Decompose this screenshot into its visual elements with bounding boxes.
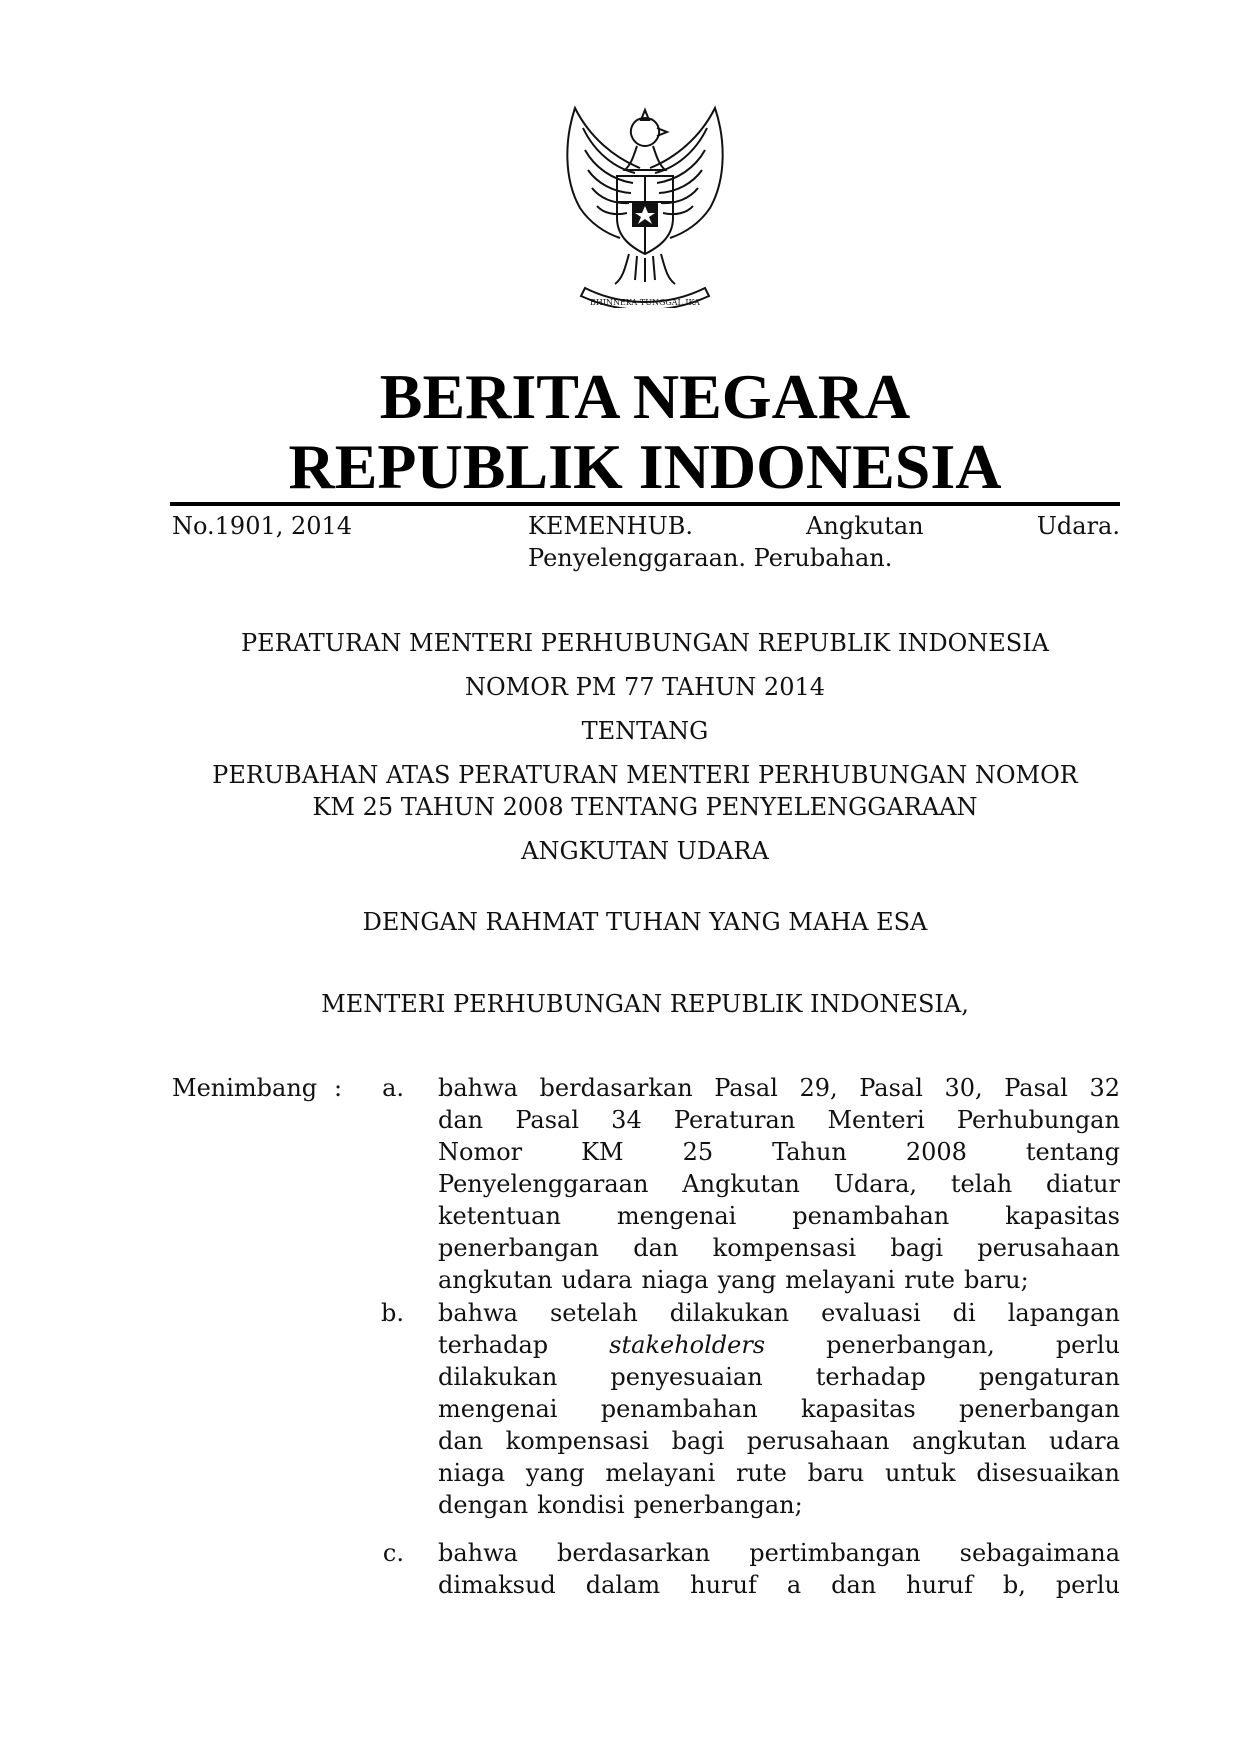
para-word: kapasitas xyxy=(800,1395,916,1423)
regulation-title-line-1: PERUBAHAN ATAS PERATURAN MENTERI PERHUBUNGAN NOMOR xyxy=(212,761,1078,789)
menimbang-item-c xyxy=(438,1537,1120,1601)
para-word: bahwa xyxy=(438,1539,518,1567)
para-word: terhadap xyxy=(815,1363,926,1391)
masthead-line-1: BERITA NEGARA xyxy=(379,361,911,432)
para-line xyxy=(438,1264,1120,1296)
para-word: Pasal xyxy=(859,1074,923,1102)
para-word: 34 xyxy=(611,1106,642,1134)
para-word: Angkutan xyxy=(682,1170,800,1198)
para-word: kompensasi xyxy=(505,1427,650,1455)
garuda-pancasila-emblem-icon xyxy=(545,98,745,308)
para-word: penambahan xyxy=(792,1202,950,1230)
para-word: rute xyxy=(904,1266,956,1294)
para-word: dengan xyxy=(438,1491,529,1519)
para-word: di xyxy=(952,1299,976,1327)
para-word: Udara, xyxy=(833,1170,918,1198)
blessing-line: DENGAN RAHMAT TUHAN YANG MAHA ESA xyxy=(362,908,928,936)
para-word: 2008 xyxy=(905,1138,967,1166)
para-line xyxy=(438,1393,1120,1425)
para-line xyxy=(438,1537,1120,1569)
para-word: dimaksud xyxy=(438,1571,556,1599)
para-word: dilakukan xyxy=(669,1299,790,1327)
para-word: KM xyxy=(581,1138,624,1166)
para-line xyxy=(438,1361,1120,1393)
regulation-number: NOMOR PM 77 TAHUN 2014 xyxy=(464,673,826,701)
para-word: Pasal xyxy=(714,1074,778,1102)
para-word: bagi xyxy=(671,1427,725,1455)
para-word: pengaturan xyxy=(978,1363,1120,1391)
regulation-about: TENTANG xyxy=(581,717,709,745)
para-word: dan xyxy=(831,1571,877,1599)
item-letter: c. xyxy=(382,1539,404,1567)
para-word: 32 xyxy=(1089,1074,1120,1102)
para-word: mengenai xyxy=(616,1202,737,1230)
para-word: huruf xyxy=(906,1571,973,1599)
regulation-heading: PERATURAN MENTERI PERHUBUNGAN REPUBLIK INDONESIA xyxy=(240,629,1050,657)
para-word: huruf xyxy=(690,1571,757,1599)
para-word: 30, xyxy=(944,1074,983,1102)
para-word: dilakukan xyxy=(438,1363,558,1391)
minister-line: MENTERI PERHUBUNGAN REPUBLIK INDONESIA, xyxy=(321,990,969,1018)
para-word: yang xyxy=(717,1266,777,1294)
para-word: bahwa xyxy=(438,1299,518,1327)
para-line xyxy=(438,1072,1120,1104)
para-word: penerbangan; xyxy=(633,1491,803,1519)
masthead-divider xyxy=(170,502,1120,506)
para-word: Nomor xyxy=(438,1138,523,1166)
para-word: 25 xyxy=(682,1138,714,1166)
para-word: udara xyxy=(1049,1427,1120,1455)
para-word: tentang xyxy=(1025,1138,1120,1166)
para-line xyxy=(438,1297,1120,1329)
emblem-motto: BHINNEKA TUNGGAL IKA xyxy=(590,298,700,307)
para-line xyxy=(438,1200,1120,1232)
para-word: Peraturan xyxy=(673,1106,796,1134)
gazette-subject xyxy=(528,510,1120,574)
para-word: disesuaikan xyxy=(976,1459,1120,1487)
para-word: penerbangan, xyxy=(826,1331,995,1359)
para-word: kompensasi xyxy=(712,1234,857,1262)
subject-word: KEMENHUB. xyxy=(528,512,693,540)
menimbang-colon: : xyxy=(334,1074,343,1102)
para-word: niaga xyxy=(438,1459,506,1487)
para-word: kondisi xyxy=(537,1491,625,1519)
para-word: Tahun xyxy=(772,1138,847,1166)
regulation-title-line-3: ANGKUTAN UDARA xyxy=(521,837,769,865)
menimbang-label: Menimbang xyxy=(172,1074,318,1102)
para-line xyxy=(438,1168,1120,1200)
para-word: dalam xyxy=(585,1571,661,1599)
item-letter: a. xyxy=(382,1074,404,1102)
para-line xyxy=(438,1457,1120,1489)
para-line xyxy=(438,1104,1120,1136)
para-word: 29, xyxy=(799,1074,838,1102)
para-word: penerbangan xyxy=(959,1395,1120,1423)
subject-word: Angkutan xyxy=(806,512,924,540)
para-word: niaga xyxy=(641,1266,709,1294)
para-word: diatur xyxy=(1046,1170,1120,1198)
para-line xyxy=(438,1329,1120,1361)
item-letter: b. xyxy=(381,1299,404,1327)
para-word: perusahaan xyxy=(977,1234,1120,1262)
para-word: b, xyxy=(1002,1571,1026,1599)
para-line xyxy=(438,1489,1120,1521)
subject-line-2: Penyelenggaraan. Perubahan. xyxy=(528,544,893,572)
para-word: melayani xyxy=(785,1266,896,1294)
para-word: untuk xyxy=(884,1459,956,1487)
para-word: perlu xyxy=(1055,1331,1120,1359)
para-word: baru xyxy=(807,1459,865,1487)
para-word: perusahaan xyxy=(746,1427,890,1455)
para-word: terhadap xyxy=(438,1331,549,1359)
para-line xyxy=(438,1569,1120,1601)
para-word: Perhubungan xyxy=(956,1106,1120,1134)
para-word: penambahan xyxy=(600,1395,758,1423)
para-word: ketentuan xyxy=(438,1202,561,1230)
para-word: angkutan xyxy=(438,1266,553,1294)
subject-word: Udara. xyxy=(1036,512,1120,540)
para-word: dan xyxy=(438,1427,484,1455)
para-word: setelah xyxy=(549,1299,638,1327)
para-word: perlu xyxy=(1055,1571,1120,1599)
para-word: evaluasi xyxy=(821,1299,921,1327)
para-word: sebagaimana xyxy=(959,1539,1120,1567)
para-word: melayani xyxy=(605,1459,716,1487)
para-word: baru; xyxy=(964,1266,1029,1294)
para-word: stakeholders xyxy=(609,1331,766,1359)
menimbang-item-a xyxy=(438,1072,1120,1296)
para-word: lapangan xyxy=(1007,1299,1120,1327)
para-word: penerbangan xyxy=(438,1234,599,1262)
para-word: dan xyxy=(438,1106,484,1134)
gazette-number: No.1901, 2014 xyxy=(172,512,353,540)
para-word: Penyelenggaraan xyxy=(438,1170,649,1198)
para-word: Pasal xyxy=(515,1106,579,1134)
regulation-title-line-2: KM 25 TAHUN 2008 TENTANG PENYELENGGARAAN xyxy=(312,793,978,821)
para-word: udara xyxy=(561,1266,633,1294)
para-line xyxy=(438,1425,1120,1457)
para-word: a xyxy=(786,1571,802,1599)
para-word: rute xyxy=(736,1459,787,1487)
para-word: penyesuaian xyxy=(610,1363,763,1391)
para-word: telah xyxy=(950,1170,1013,1198)
para-word: berdasarkan xyxy=(539,1074,693,1102)
para-word: angkutan xyxy=(911,1427,1027,1455)
para-word: Pasal xyxy=(1004,1074,1068,1102)
para-word: bahwa xyxy=(438,1074,518,1102)
para-word: dan xyxy=(633,1234,679,1262)
menimbang-item-b xyxy=(438,1297,1120,1521)
para-word: berdasarkan xyxy=(557,1539,711,1567)
para-word: mengenai xyxy=(438,1395,558,1423)
masthead-line-2: REPUBLIK INDONESIA xyxy=(288,431,1002,502)
para-line xyxy=(438,1136,1120,1168)
para-line xyxy=(438,1232,1120,1264)
para-word: kapasitas xyxy=(1005,1202,1120,1230)
para-word: yang xyxy=(525,1459,585,1487)
para-word: pertimbangan xyxy=(749,1539,921,1567)
para-word: bagi xyxy=(890,1234,944,1262)
para-word: Menteri xyxy=(827,1106,925,1134)
